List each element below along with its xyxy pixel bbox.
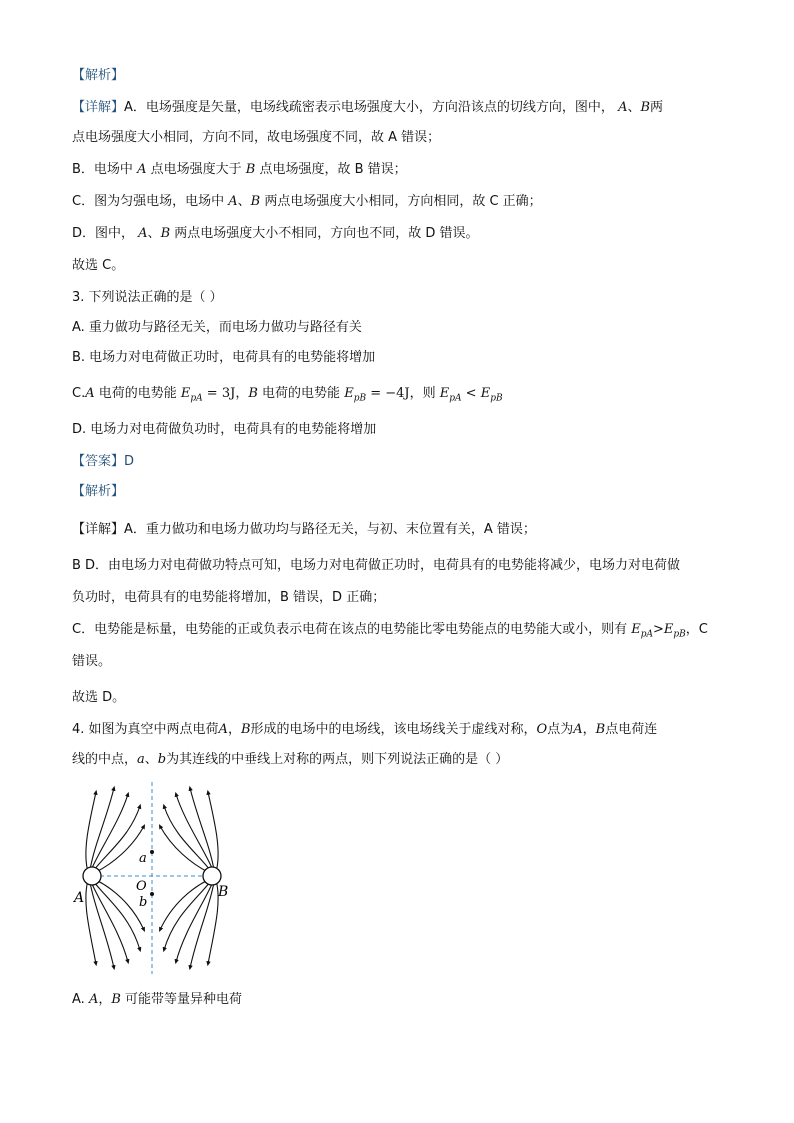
detail-text: A．电场强度是矢量，电场线疏密表示电场强度大小，方向沿该点的切线方向，图中， [124, 100, 614, 115]
q3-option-a: A. 重力做功与路径无关，而电场力做功与路径有关 [72, 320, 362, 335]
point-b: B [250, 194, 261, 209]
point-b: B [160, 226, 171, 241]
text: C．电势能是标量，电势能的正或负表示电荷在该点的电势能比零电势能点的电势能大或小，则有 [72, 622, 628, 637]
option-d-explain [72, 224, 479, 244]
point-a: A [137, 162, 147, 177]
point-a: a [137, 752, 145, 767]
q3-detail-2: B D．由电场力对电荷做功特点可知，电场力对电荷做正功时，电荷具有的电势能将减少，电场力对电荷做 [72, 558, 681, 573]
text: ，则 [409, 386, 436, 401]
charge-a: A [573, 722, 583, 737]
text: 可能带等量异种电荷 [125, 992, 243, 1007]
sep: 、 [237, 194, 251, 209]
q3-choice: 故选 D。 [72, 690, 126, 705]
text: 为其连线的中垂线上对称的两点，则下列说法正确的是（ ） [166, 752, 509, 767]
text: 点电荷连 [605, 722, 658, 737]
text: 点电场强度，故 B 错误； [259, 162, 407, 177]
q3-stem: 3. 下列说法正确的是（ ） [72, 290, 223, 305]
point-b: B [640, 100, 651, 115]
charge-b-circle [203, 867, 221, 885]
text: 线的中点， [72, 752, 138, 767]
greater-than: > [652, 622, 664, 637]
text: C．图为匀强电场，电场中 [72, 194, 225, 209]
option-c-explain [72, 192, 542, 212]
subscript: pB [353, 393, 367, 404]
text: ，C [685, 622, 708, 637]
analysis-label: 【解析】 [72, 68, 125, 83]
q3-detail-3: 负功时，电荷具有的电势能将增加，B 错误，D 正确； [72, 590, 386, 605]
choice-line: 故选 C。 [72, 258, 125, 273]
point-a: A [228, 194, 238, 209]
text: A. [72, 992, 85, 1007]
text: B．电场中 [72, 162, 133, 177]
text: 电荷的电势能 [262, 386, 341, 401]
charge-b: B [595, 722, 606, 737]
q4-option-a [72, 990, 242, 1010]
comma: ， [227, 722, 241, 737]
q3-analysis-label: 【解析】 [72, 484, 125, 499]
q3-detail-5: 错误。 [72, 654, 112, 669]
energy-symbol: E [663, 622, 674, 637]
label-b-charge: B [218, 884, 229, 900]
charge-a-circle [83, 867, 101, 885]
point-b: b [157, 752, 167, 767]
text: 4. 如图为真空中两点电荷 [72, 722, 219, 737]
label-a-charge: A [74, 890, 85, 906]
q3-detail-4 [72, 620, 708, 645]
point-o: O [536, 722, 548, 737]
text: 形成的电场中的电场线，该电场线关于虚线对称， [250, 722, 537, 737]
value: = 3J [202, 386, 236, 401]
comma: ， [235, 386, 249, 401]
sep: 、 [147, 226, 161, 241]
charge-b: B [240, 722, 251, 737]
comma: ， [98, 992, 112, 1007]
point-a: A [618, 100, 628, 115]
q4-stem-line-1 [72, 720, 657, 740]
text: 两点电场强度大小相同，方向相同，故 C 正确； [264, 194, 542, 209]
text: 点电场强度大于 [150, 162, 242, 177]
text: 两点电场强度大小不相同，方向也不同，故 D 错误。 [174, 226, 479, 241]
subscript: pA [190, 393, 203, 404]
charge-a: A [218, 722, 228, 737]
charge-a: A [88, 992, 99, 1007]
point-a: A [138, 226, 148, 241]
text: 点为 [547, 722, 574, 737]
energy-symbol: E [631, 622, 641, 637]
detail-line-1 [72, 98, 663, 118]
subscript: pB [673, 629, 686, 640]
option-b-explain [72, 160, 407, 180]
less-than: < [461, 386, 481, 401]
separator: 、 [627, 100, 641, 115]
subscript: pA [449, 393, 462, 404]
q4-stem-line-2 [72, 750, 508, 770]
text: C. [72, 386, 86, 401]
point-b: B [245, 162, 256, 177]
detail-label: 【详解】 [72, 100, 125, 115]
subscript: pA [640, 629, 653, 640]
energy-symbol: E [480, 386, 491, 401]
point-a-dot [150, 850, 154, 854]
detail-end: 两 [650, 100, 664, 115]
q3-option-b: B. 电场力对电荷做正功时，电荷具有的电势能将增加 [72, 350, 376, 365]
energy-symbol: E [180, 386, 191, 401]
q3-option-d: D. 电场力对电荷做负功时，电荷具有的电势能将增加 [72, 422, 377, 437]
subscript: pB [490, 393, 503, 404]
text: D．图中， [72, 226, 135, 241]
label-point-b: b [139, 895, 148, 910]
value: = −4J [366, 386, 410, 401]
point-b-dot [150, 892, 154, 896]
label-point-a: a [139, 851, 147, 866]
label-o: O [136, 879, 147, 894]
answer-label: 【答案】D [72, 454, 135, 469]
q3-detail-1: 【详解】A．重力做功和电场力做功均与路径无关，与初、末位置有关，A 错误； [72, 522, 536, 537]
q3-answer [72, 452, 134, 472]
charge-a: A [85, 386, 95, 401]
charge-b: B [111, 992, 121, 1007]
text: 电荷的电势能 [98, 386, 177, 401]
q3-option-c [72, 384, 503, 409]
energy-symbol: E [439, 386, 450, 401]
electric-field-diagram [72, 780, 242, 980]
comma: ， [582, 722, 596, 737]
detail-line-2: 点电场强度大小相同，方向不同，故电场强度不同，故 A 错误； [72, 130, 441, 145]
energy-symbol: E [344, 386, 354, 401]
sep: 、 [144, 752, 158, 767]
charge-b: B [248, 386, 258, 401]
